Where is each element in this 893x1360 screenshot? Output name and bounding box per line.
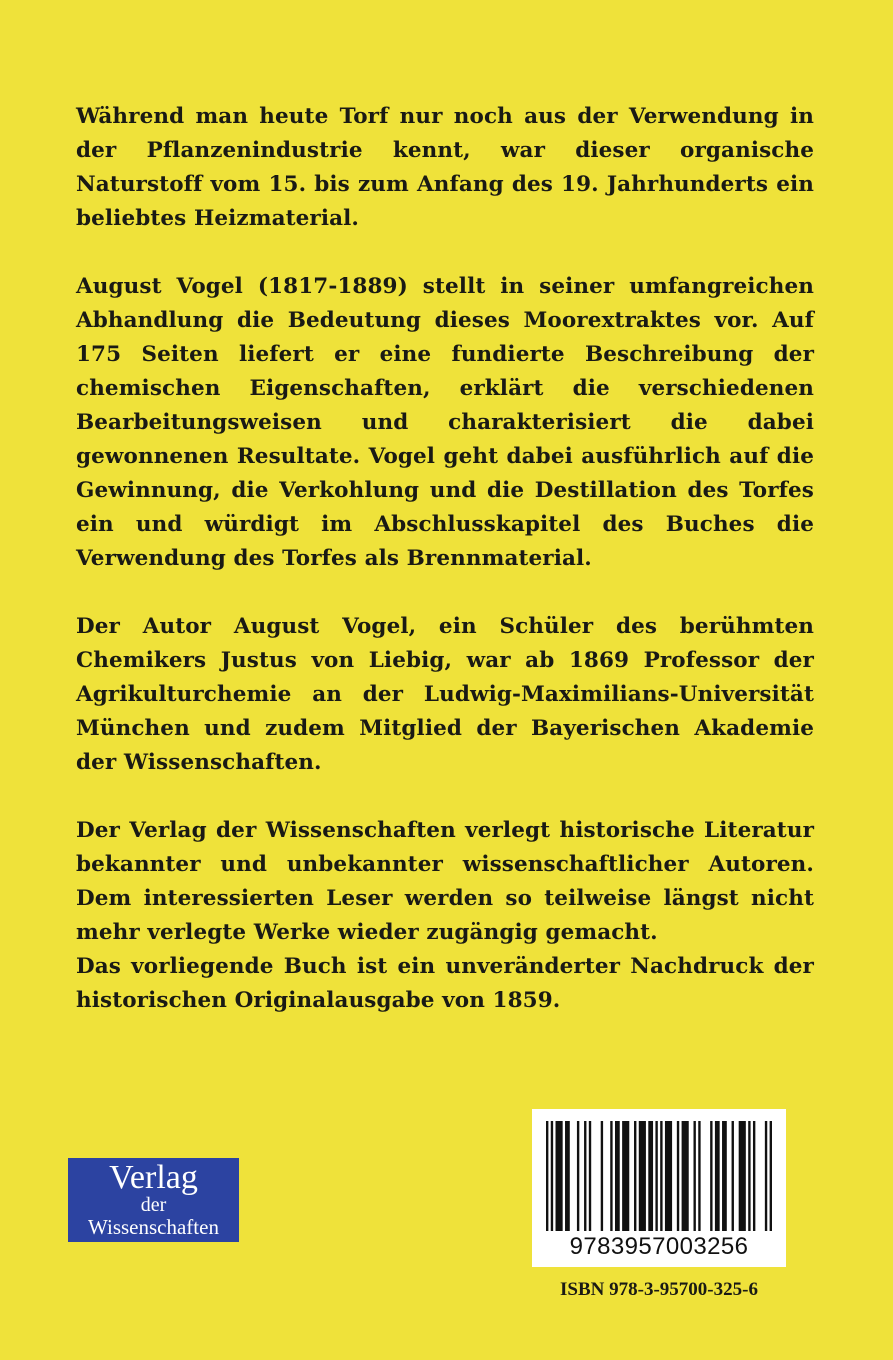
isbn-label: ISBN 978-3-95700-325-6 [560,1279,758,1300]
barcode-bar [698,1121,700,1231]
publisher-logo [68,1158,239,1242]
barcode-bar [665,1121,672,1231]
barcode-bar [648,1121,653,1231]
barcode-bar [610,1121,612,1231]
barcode-bar [748,1121,750,1231]
logo-line-der: der [140,1194,167,1216]
paragraph-intro: Während man heute Torf nur noch aus der Verwendung in der Pflanzenindustrie kennt, war dieser organische Naturstoff vom 15. bis zum Anfang des 19. Jahrhunderts ein beliebtes Heizmaterial. [76,104,814,231]
barcode-bar [753,1121,755,1231]
back-cover-text [76,100,814,1052]
barcode-bar [551,1121,553,1231]
barcode-bar [765,1121,767,1231]
barcode-bar [677,1121,679,1231]
barcode-bar [660,1121,662,1231]
barcode-bar [589,1121,591,1231]
barcode-bar [622,1121,629,1231]
logo-line-verlag: Verlag [109,1159,198,1196]
barcode-bar [715,1121,720,1231]
barcode-bar [722,1121,727,1231]
barcode-bar [577,1121,579,1231]
barcode-bar [565,1121,570,1231]
barcode-bar [615,1121,620,1231]
barcode-bar [655,1121,657,1231]
barcode-bar [732,1121,734,1231]
barcode-bar [710,1121,712,1231]
barcode-bar [639,1121,646,1231]
paragraph-summary: August Vogel (1817-1889) stellt in seiner umfangreichen Abhandlung die Bedeutung dieses Moorextraktes vor. Auf 175 Seiten liefert er eine fundierte Beschreibung der chemischen Eigenschaften, erklärt die verschiedenen Bearbeitungsweisen und charakterisiert die dabei gewonnenen Resultate. Vogel geht dabei ausführlich auf die Gewinnung, die Verkohlung und die Destillation des Torfes ein und würdigt im Abschlusskapitel des Buches die Verwendung des Torfes als Brennmaterial. [76,274,814,571]
barcode-bars-icon [546,1121,772,1231]
logo-line-wissenschaften: Wissenschaften [88,1215,219,1239]
barcode [532,1109,786,1267]
barcode-bar [682,1121,689,1231]
paragraph-reprint: Das vorliegende Buch ist ein unveränderter Nachdruck der historischen Originalausgabe von 1859. [76,954,814,1013]
barcode-bar [739,1121,746,1231]
barcode-bar [634,1121,636,1231]
barcode-bar [770,1121,772,1231]
barcode-bar [556,1121,563,1231]
barcode-bar [693,1121,695,1231]
paragraph-publisher: Der Verlag der Wissenschaften verlegt historische Literatur bekannter und unbekannter wissenschaftlicher Autoren. Dem interessierten Leser werden so teilweise längst nicht mehr verlegte Werke wieder zugängig gemacht. [76,818,814,945]
barcode-bar [601,1121,603,1231]
barcode-bar [546,1121,548,1231]
barcode-bar [584,1121,586,1231]
barcode-digits: 9783957003256 [569,1233,749,1260]
paragraph-author: Der Autor August Vogel, ein Schüler des berühmten Chemikers Justus von Liebig, war ab 1869 Professor der Agrikulturchemie an der Ludwig-Maximilians-Universität München und zudem Mitglied der Bayerischen Akademie der Wissenschaften. [76,614,814,775]
